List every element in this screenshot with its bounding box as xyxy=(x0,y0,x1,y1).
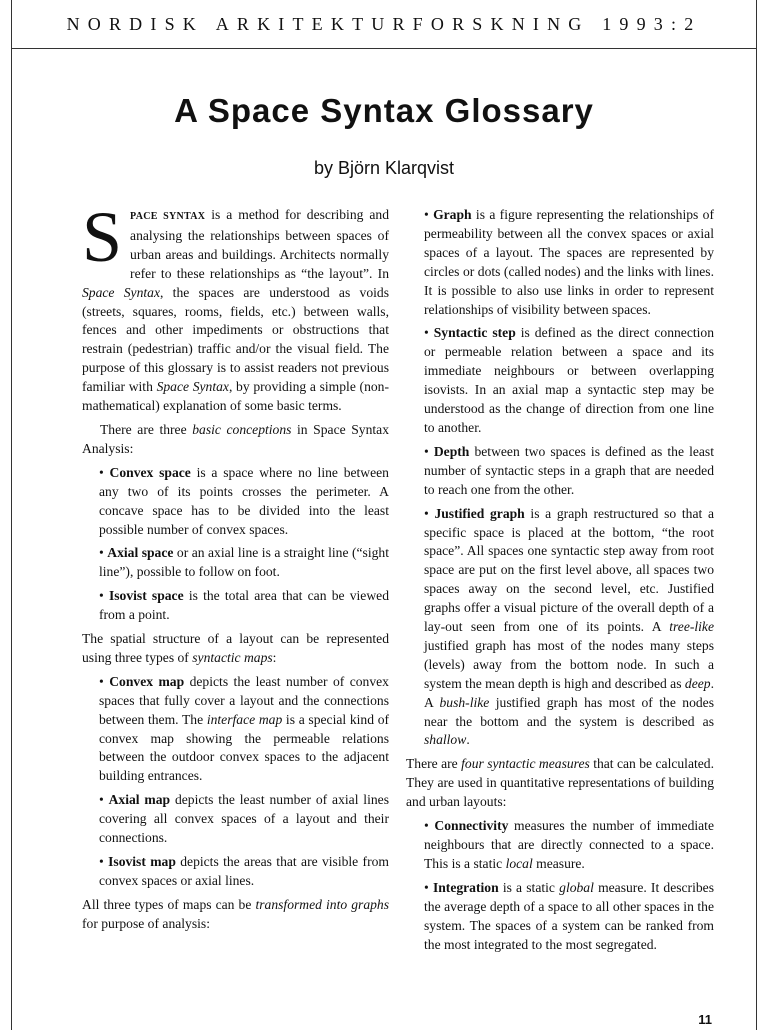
term-convex-map: Convex map xyxy=(109,673,185,689)
term-syntactic-step: Syntactic step xyxy=(433,325,516,341)
term-integration: Integration xyxy=(432,879,499,895)
def-convex-space: is a space where no line between any two of its points crosses the perimeter. A concave space has to be divided into the least possible number of convex spaces. xyxy=(99,464,389,537)
glossary-item-connectivity: • Connectivity measures the number of immediate neighbours that are directly connected to a space. This is a static local measure. xyxy=(424,818,714,871)
intro-em: Space Syntax xyxy=(82,284,160,300)
maps-text-b: : xyxy=(272,649,277,665)
transform-em: transformed into graphs xyxy=(255,896,389,912)
def-isovist-space: is the total area that can be viewed from a point. xyxy=(99,588,389,623)
glossary-item-convex-map: • Convex map depicts the least number of convex spaces that fully cover a layout and the connections between them. The interface map is a special kind of convex map showing the permeable relations between the outdoor convex spaces to the adjacent building entrances. xyxy=(99,673,390,784)
glossary-item-depth: • Depth between two spaces is defined as the least number of syntactic steps in a graph that are needed to reach one from the other. xyxy=(424,443,714,497)
term-connectivity: Connectivity xyxy=(434,818,509,834)
def-depth: between two spaces is defined as the least number of syntactic steps in a graph that are needed to reach one from the other. xyxy=(424,443,714,497)
def-graph: is a figure representing the relationships of permeability between all the convex spaces or axial spaces of a layout. The spaces are represented by circles or dots (called nodes) and the links with lines. It is possible to also use links in order to represent relationships of visibility between spaces. xyxy=(424,207,714,317)
def-convex-map-a: depicts the least number of convex spaces that fully cover a layout and the connections between them. The xyxy=(99,673,389,727)
def-convex-map-b: is a special kind of convex map showing the permeable relations between the outdoor convex spaces to the adjacent building entrances. xyxy=(99,711,390,784)
glossary-item-syntactic-step: • Syntactic step is defined as the direct connection or permeable relation between a space and its immediate neighbours or between overlapping isovists. In an axial map a syntactic step may be understood as the change of direction from one line to another. xyxy=(424,325,715,435)
intro-text-c: , by providing a simple (non-mathematical) explanation of some basic terms. xyxy=(82,379,389,414)
header-rule xyxy=(12,48,756,49)
term-convex-space: Convex space xyxy=(109,464,191,480)
def-justified-e: . xyxy=(466,732,470,748)
intro-text-b: , the spaces are understood as voids (streets, squares, rooms, fields, etc.) between walls, fences and other impediments or obstructions that restrain (pedestrian) traffic and/or the visual field. The purpose of this glossary is to assist readers not previous familiar with xyxy=(82,284,389,395)
basic-conceptions-paragraph xyxy=(82,421,389,459)
term-graph: Graph xyxy=(433,207,472,222)
def-syntactic-step: is defined as the direct connection or permeable relation between a space and its immediate neighbours or between overlapping isovists. In an axial map a syntactic step may be understood as the change of direction from one line to another. xyxy=(424,325,715,435)
right-column xyxy=(406,206,714,959)
def-justified-a: is a graph restructured so that a specific space is placed at the bottom, “the root space”. All spaces one syntactic step away from root space are put on the first level above, all spaces two spaces away on the second level, etc. Justified graphs offer a visual picture of the overall depth of a lay-out seen from one of its points. A xyxy=(424,505,714,635)
integration-em: global xyxy=(559,879,594,895)
author-byline: by Björn Klarqvist xyxy=(313,158,455,178)
def-axial-space: or an axial line is a straight line (“sight line”), possible to follow on foot. xyxy=(99,545,389,580)
justified-em-3: bush-like xyxy=(439,694,490,710)
justified-em-1: tree-like xyxy=(669,619,714,635)
connectivity-em: local xyxy=(505,855,533,871)
glossary-item-isovist-map: • Isovist map depicts the areas that are visible from convex spaces or axial lines. xyxy=(99,854,389,888)
def-integration-a: is a static xyxy=(498,879,560,895)
term-axial-space: Axial space xyxy=(107,545,174,561)
def-integration-b: measure. It describes the average depth of a space to all other spaces in the system. The spaces of a system can be ranked from the most integrated to the most segregated. xyxy=(424,879,714,952)
basic-text-b: in Space Syntax Analysis: xyxy=(82,421,389,456)
glossary-item-justified-graph: • Justified graph is a graph restructured so that a specific space is placed at the bottom, “the root space”. All spaces one syntactic step away from root space are put on the first level above, all spaces two spaces away on the second level, etc. Justified graphs offer a visual picture of the overall depth of a lay-out seen from one of its points. A tree-like justified graph has most of the nodes many steps (levels) away from the bottom node. In such a system the mean depth is high and described as deep. A bush-like justified graph has most of the nodes near the bottom and the system is described as shallow. xyxy=(424,505,715,748)
intro-paragraph xyxy=(82,197,389,416)
glossary-item-integration: • Integration is a static global measure. It describes the average depth of a space to all other spaces in the system. The spaces of a system can be ranked from the most integrated to the most segregated. xyxy=(424,879,714,952)
def-connectivity-b: measure. xyxy=(532,855,585,871)
def-isovist-map: depicts the areas that are visible from convex spaces or axial lines. xyxy=(99,854,389,888)
glossary-item-isovist-space: • Isovist space is the total area that can be viewed from a point. xyxy=(99,588,389,623)
maps-em: syntactic maps xyxy=(192,649,273,665)
term-depth: Depth xyxy=(433,443,470,459)
running-head: NORDISK ARKITEKTURFORSKNING 1993:2 xyxy=(66,14,702,34)
convex-map-em: interface map xyxy=(206,711,283,727)
intro-smallcaps: PACE SYNTAX xyxy=(130,211,206,222)
basic-text-a: There are three xyxy=(100,421,193,437)
def-justified-d: justified graph has most of the nodes near the bottom and the system is described as xyxy=(424,694,715,729)
intro-text-a: is a method for describing and analysing the relationships between spaces of urban areas and buildings. Architects normally refer to these relationships as “the layout”. In xyxy=(130,207,389,281)
term-isovist-map: Isovist map xyxy=(108,854,176,869)
glossary-item-axial-space: • Axial space or an axial line is a straight line (“sight line”), possible to follow on foot. xyxy=(99,545,389,580)
measures-text-a: There are xyxy=(406,756,462,772)
measures-text-b: that can be calculated. They are used in quantitative representations of building and urban layouts: xyxy=(406,756,714,810)
justified-em-2: deep xyxy=(684,675,711,691)
page-number: 11 xyxy=(698,1012,712,1027)
measures-paragraph xyxy=(406,755,714,812)
transform-paragraph xyxy=(82,896,389,934)
measures-em: four syntactic measures xyxy=(461,756,590,772)
term-isovist-space: Isovist space xyxy=(108,588,184,604)
def-axial-map: depicts the least number of axial lines covering all convex spaces of a layout and their connections. xyxy=(99,792,389,846)
drop-cap: S xyxy=(82,197,123,277)
glossary-item-convex-space: • Convex space is a space where no line between any two of its points crosses the perimeter. A concave space has to be divided into the least possible number of convex spaces. xyxy=(99,464,389,537)
transform-text-a: All three types of maps can be xyxy=(82,896,256,912)
maps-text-a: The spatial structure of a layout can be represented using three types of xyxy=(82,631,389,665)
transform-text-b: for purpose of analysis: xyxy=(82,915,210,931)
syntactic-maps-paragraph xyxy=(82,630,389,668)
left-column xyxy=(82,197,390,939)
def-justified-c: . A xyxy=(424,675,714,710)
def-connectivity-a: measures the number of immediate neighbours that are directly connected to a space. This is a static xyxy=(424,818,714,871)
intro-em-2: Space Syntax xyxy=(156,379,229,395)
justified-em-4: shallow xyxy=(424,732,467,748)
article-title: A Space Syntax Glossary xyxy=(174,92,594,129)
def-justified-b: justified graph has most of the nodes many steps (levels) away from the bottom node. In such a system the mean depth is high and described as xyxy=(424,637,714,691)
glossary-item-axial-map: • Axial map depicts the least number of axial lines covering all convex spaces of a layout and their connections. xyxy=(99,792,389,846)
glossary-item-graph: • Graph is a figure representing the relationships of permeability between all the convex spaces or axial spaces of a layout. The spaces are represented by circles or dots (called nodes) and the links with lines. It is possible to also use links in order to represent relationships of visibility between spaces. xyxy=(424,207,714,317)
basic-em: basic conceptions xyxy=(192,421,292,437)
term-axial-map: Axial map xyxy=(108,792,171,808)
term-justified-graph: Justified graph xyxy=(434,505,525,521)
